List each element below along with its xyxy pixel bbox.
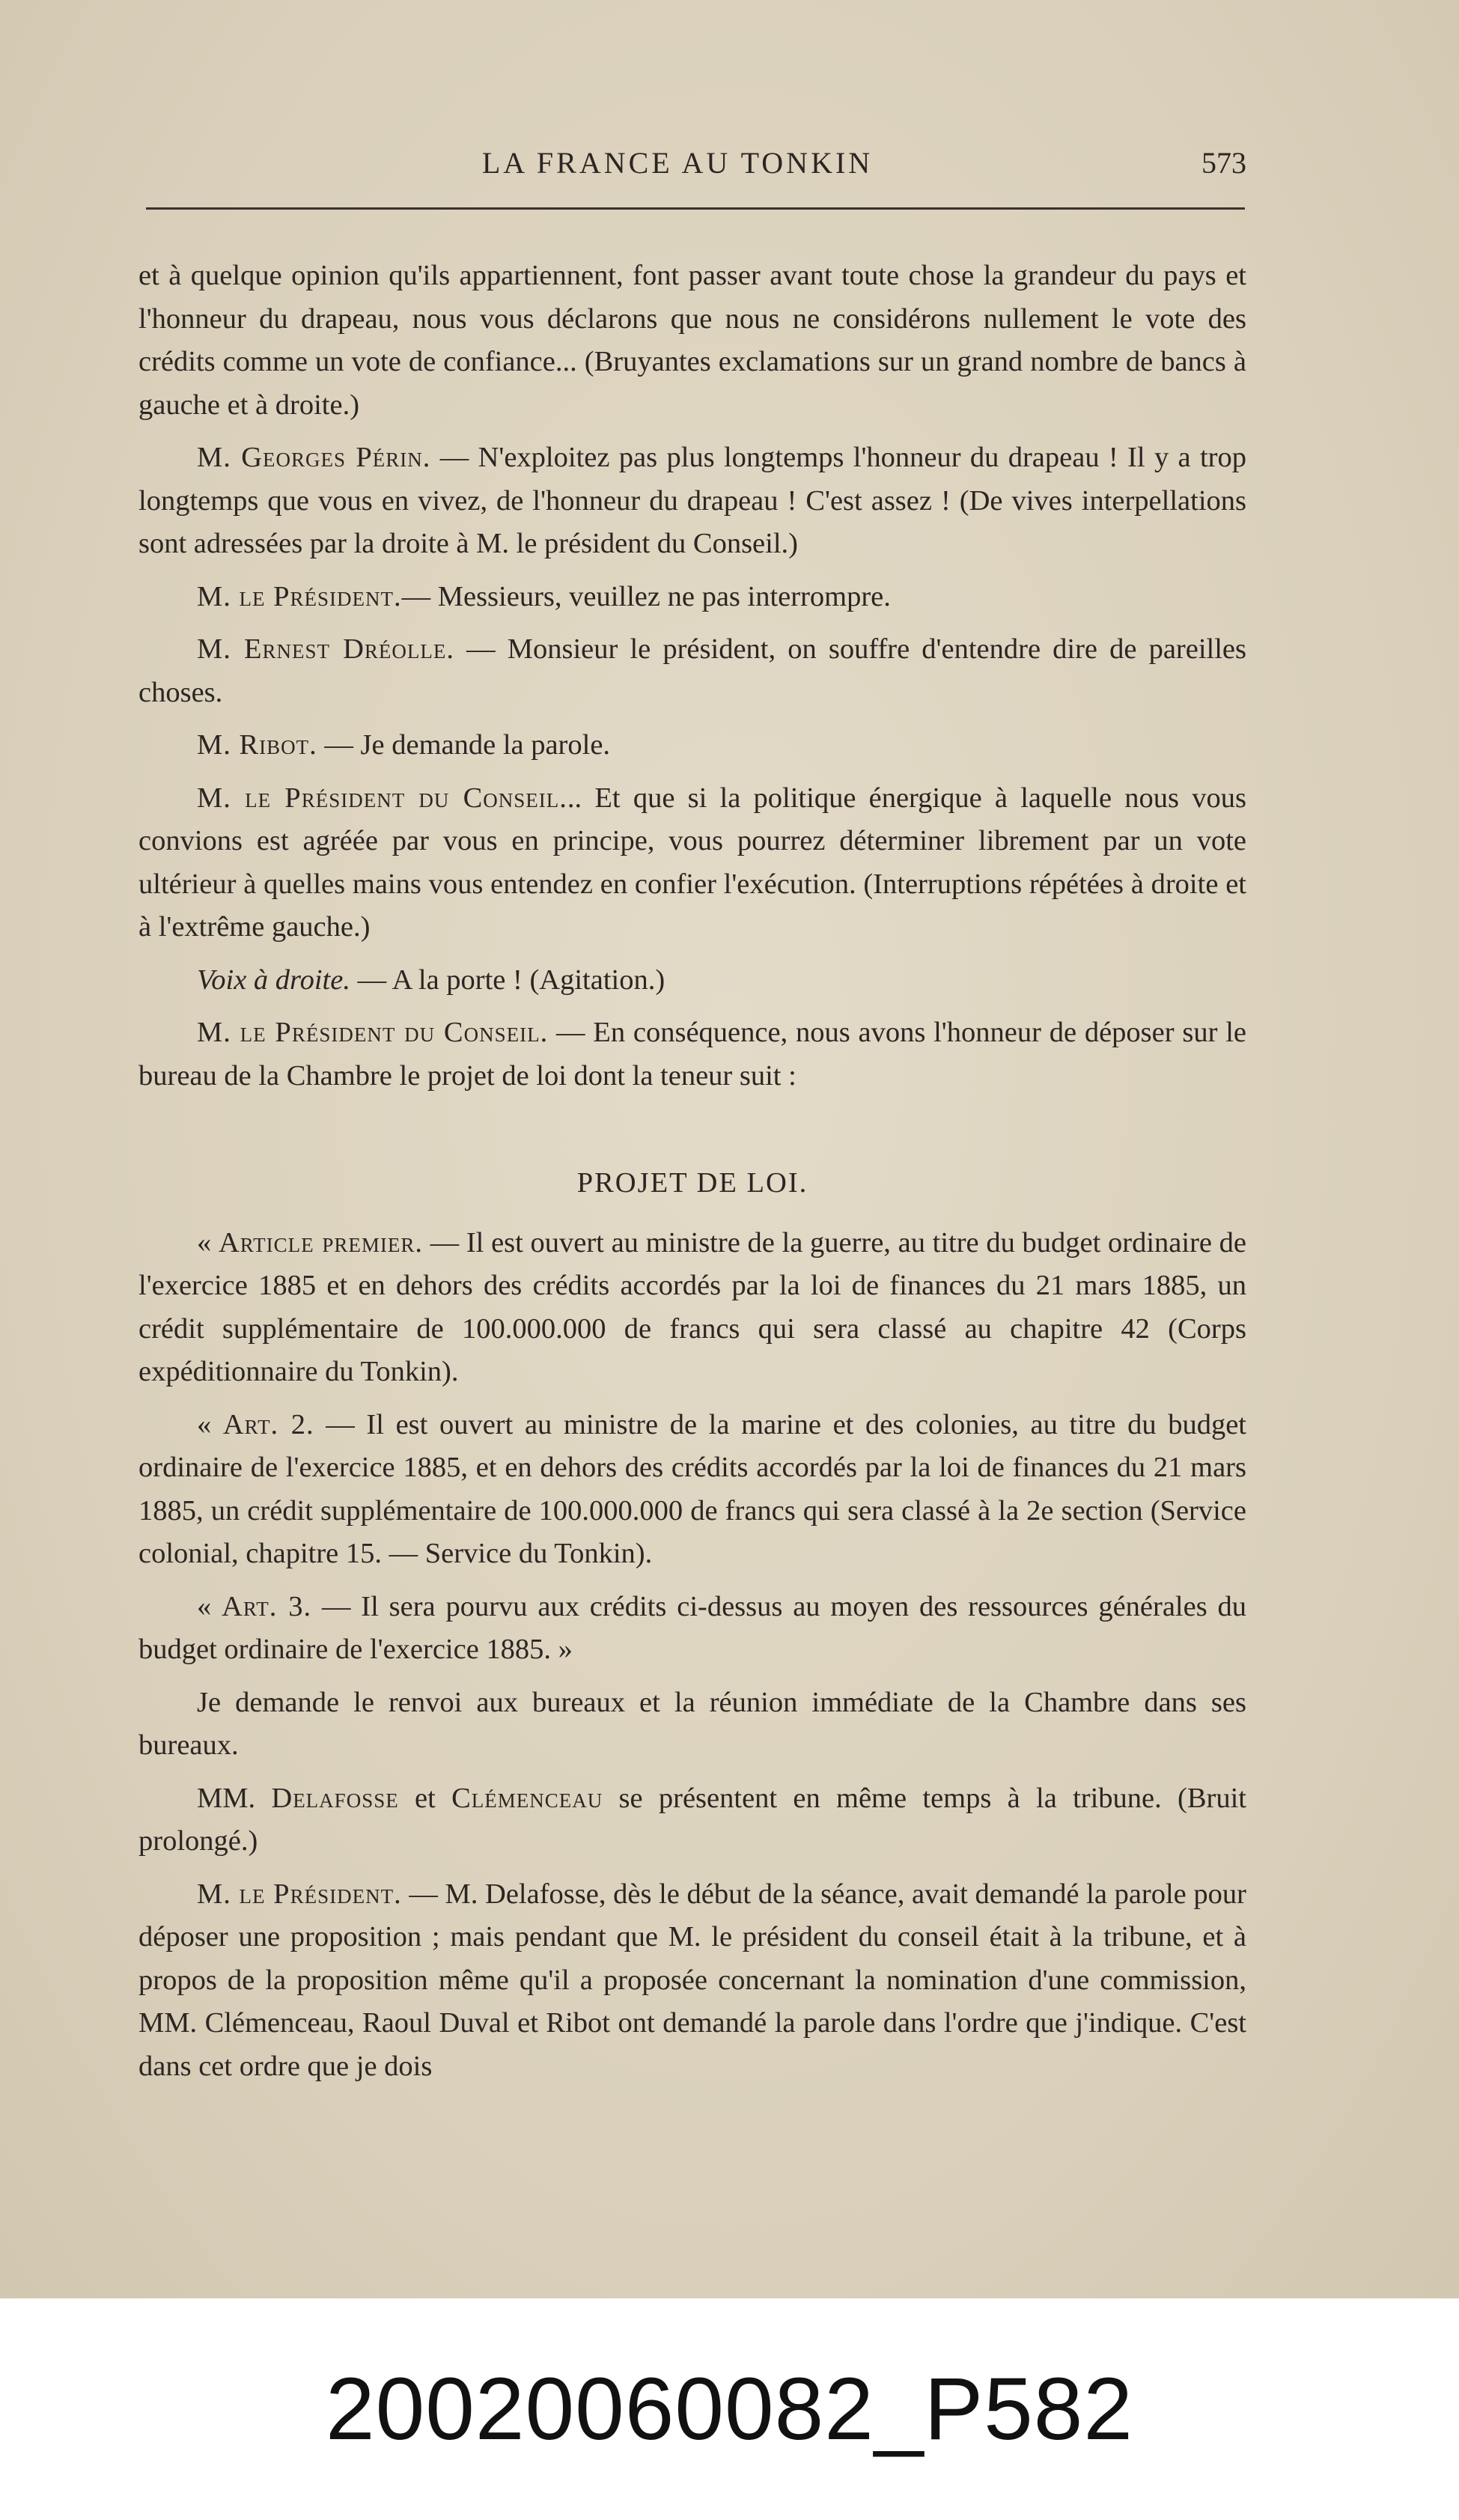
speaker-name: M. Georges Périn. xyxy=(197,442,431,473)
section-heading: PROJET DE LOI. xyxy=(576,1167,808,1199)
speaker-name: M. le Président. xyxy=(197,1878,402,1910)
running-title: LA FRANCE AU TONKIN xyxy=(481,146,874,180)
paragraph-perin xyxy=(138,436,1246,566)
paragraph-president-2 xyxy=(138,1873,1246,2089)
article-text: — Il sera pourvu aux crédits ci-dessus au moyen des ressources générales du budget ordinaire de l'exercice 1885. » xyxy=(138,1590,1247,1665)
speaker-name: M. le Président du Conseil. xyxy=(197,782,567,814)
paragraph-renvoi: Je demande le renvoi aux bureaux et la réunion immédiate de la Chambre dans ses bureaux. xyxy=(138,1686,1246,1761)
paragraph-president-conseil-1 xyxy=(138,777,1246,949)
article-2 xyxy=(138,1404,1246,1576)
running-head xyxy=(146,142,1246,187)
paragraph-voix-droite xyxy=(138,959,1246,1002)
speech-text: — A la porte ! (Agitation.) xyxy=(350,964,665,996)
header-rule xyxy=(146,207,1245,210)
speaker-name: Delafosse xyxy=(271,1782,399,1814)
article-text: — Il est ouvert au ministre de la marine et des colonies, au titre du budget ordinaire de l'exercice 1885, et en dehors des crédits accordés par la loi de finances du 21 mars 1885, un crédit supplémentaire de 100.000.000 de francs qui sera classé à la 2e section (Service colonial, chapitre 15. — Service du Tonkin). xyxy=(138,1408,1246,1569)
quote-mark: « xyxy=(197,1590,222,1622)
article-3 xyxy=(138,1586,1246,1672)
paragraph-continuation: et à quelque opinion qu'ils appartiennent, font passer avant toute chose la grandeur du pays et l'honneur du drapeau, nous vous déclarons que nous ne considérons nullement le vote des crédits comme un vote de confiance... (Bruyantes exclamations sur un grand nombre de bancs à gauche et à droite.) xyxy=(138,260,1246,421)
speaker-name: M. Ernest Dréolle. xyxy=(197,633,455,665)
speaker-name: Voix à droite. xyxy=(197,964,350,996)
paragraph-dreolle xyxy=(138,628,1246,714)
speech-text: — M. Delafosse, dès le début de la séance, avait demandé la parole pour déposer une proposition ; mais pendant que M. le président du conseil était à la tribune, et à propos de la proposition même qu'il a proposée concernant la nomination d'une commission, MM. Clémenceau, Raoul Duval et Ribot ont demandé la parole dans l'ordre que j'indique. C'est dans cet ordre que je dois xyxy=(138,1878,1246,2082)
article-1 xyxy=(138,1222,1246,1394)
text-fragment: MM. xyxy=(197,1782,272,1814)
speaker-name: M. Ribot. xyxy=(197,729,317,761)
speech-text: — Monsieur le président, on souffre d'entendre dire de pareilles choses. xyxy=(138,633,1246,708)
paragraph-ribot xyxy=(138,724,1246,767)
paragraph-president-1 xyxy=(138,576,1246,619)
speech-text: — Messieurs, veuillez ne pas interrompre. xyxy=(401,580,891,612)
body-text xyxy=(138,255,1246,2098)
paragraph-tribune xyxy=(138,1777,1246,1863)
speaker-name: M. le Président du Conseil. xyxy=(197,1017,549,1048)
archive-caption: 20020060082_P582 xyxy=(0,2298,1459,2520)
speech-text: — N'exploitez pas plus longtemps l'honneur du drapeau ! Il y a trop longtemps que vous en vivez, de l'honneur du drapeau ! C'est assez ! (De vives interpellations sont adressées par la droite à M. le président du Conseil.) xyxy=(138,442,1247,559)
quote-mark: « xyxy=(197,1408,223,1440)
text-fragment: et xyxy=(398,1782,452,1814)
quote-mark: « xyxy=(197,1226,219,1259)
article-label: Art. 2. xyxy=(222,1408,314,1440)
article-label: Article premier. xyxy=(218,1226,423,1259)
paragraph-president-conseil-2 xyxy=(138,1011,1246,1098)
speech-text: — En conséquence, nous avons l'honneur de déposer sur le bureau de la Chambre le projet de loi dont la teneur suit : xyxy=(138,1017,1246,1092)
article-label: Art. 3. xyxy=(222,1590,312,1622)
speech-text: se présentent en même temps à la tribune. (Bruit prolongé.) xyxy=(138,1782,1246,1857)
article-text: — Il est ouvert au ministre de la guerre, au titre du budget ordinaire de l'exercice 1885 et en dehors des crédits accordés par la loi de finances du 21 mars 1885, un crédit supplémentaire de 100.000.000 de francs qui sera classé au chapitre 42 (Corps expéditionnaire du Tonkin). xyxy=(138,1226,1247,1387)
speaker-name: Clémenceau xyxy=(451,1782,603,1814)
speaker-name: M. le Président. xyxy=(197,580,402,612)
page-number: 573 xyxy=(1201,146,1246,180)
speech-text: .. Et que si la politique énergique à laquelle nous vous convions est agréée par vous en principe, vous pourrez déterminer librement par un vote ultérieur à quelles mains vous entendez en confier l'exécution. (Interruptions répétées à droite et à l'extrême gauche.) xyxy=(138,782,1246,943)
speech-text: — Je demande la parole. xyxy=(317,729,611,761)
